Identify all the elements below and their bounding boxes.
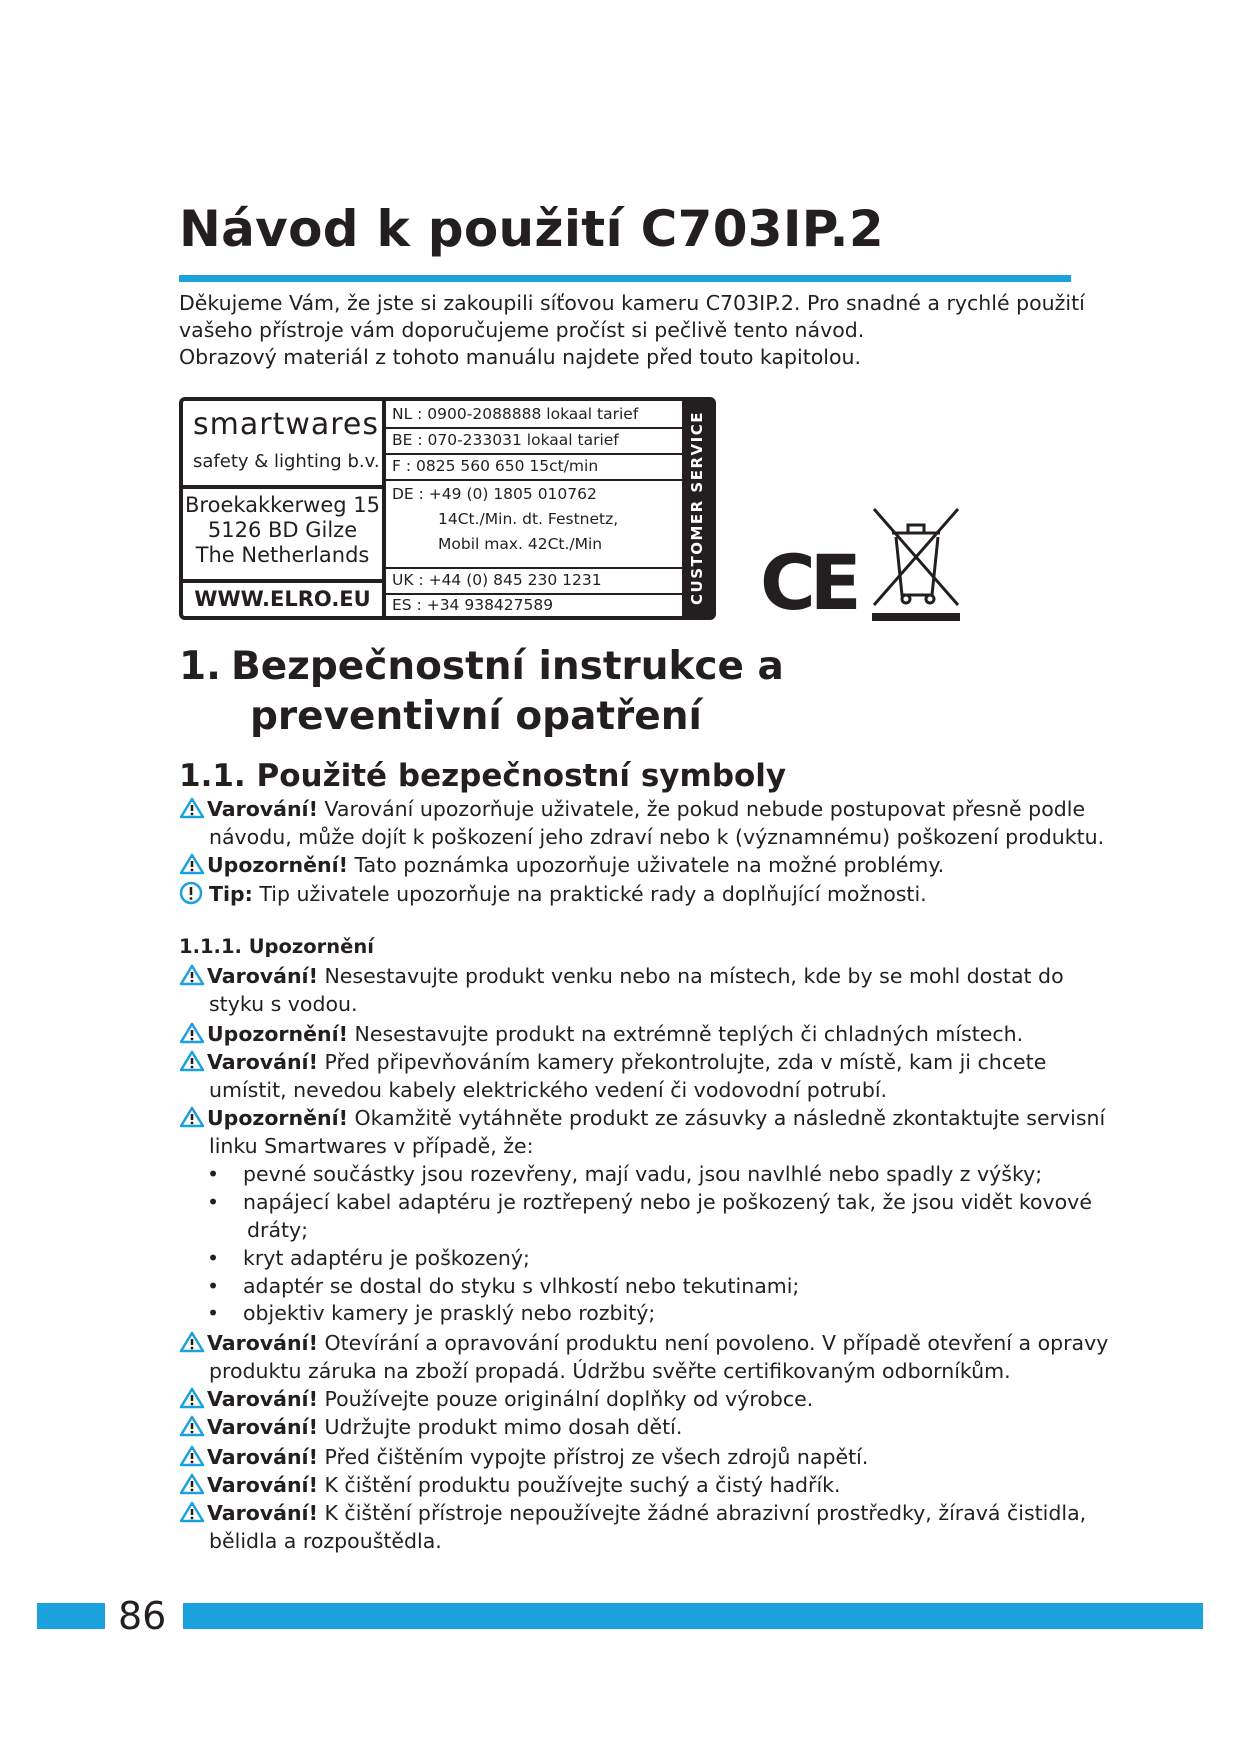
symbol-text: Varování upozorňuje uživatele, že pokud nebude postupovat přesně podle <box>317 797 1086 821</box>
phone-be: BE : 070-233031 lokaal tarief <box>392 431 619 449</box>
address-line: The Netherlands <box>195 543 370 567</box>
phone-f: F : 0825 560 650 15ct/min <box>392 457 599 475</box>
address-line: Broekakkerweg 15 <box>185 493 380 517</box>
note-label: Upozornění! <box>207 1022 348 1046</box>
label-divider <box>183 579 382 583</box>
list-item: • pevné součástky jsou rozevřeny, mají vadu, jsou navlhlé nebo spadly z výšky; <box>207 1162 1043 1186</box>
note-caution <box>179 1020 1079 1048</box>
note-text: Před čištěním vypojte přístroj ze všech zdrojů napětí. <box>317 1445 869 1469</box>
list-item-text: pevné součástky jsou rozevřeny, mají vadu, jsou navlhlé nebo spadly z výšky; <box>243 1162 1043 1186</box>
caution-triangle-icon <box>179 1022 205 1044</box>
note-warning <box>179 962 1079 1018</box>
website: WWW.ELRO.EU <box>194 587 371 611</box>
label-divider <box>382 401 386 616</box>
footer-bar-right <box>183 1603 1203 1629</box>
caution-triangle-icon <box>179 853 205 875</box>
warning-triangle-icon <box>179 1387 205 1409</box>
note-text-cont: styku s vodou. <box>209 992 358 1016</box>
list-item-text: objektiv kamery je prasklý nebo rozbitý; <box>243 1301 656 1325</box>
note-label: Varování! <box>207 1050 318 1074</box>
phone-uk: UK : +44 (0) 845 230 1231 <box>392 571 602 589</box>
note-text: K čištění přístroje nepoužívejte žádné abrazivní prostředky, žíravá čistidla, <box>317 1501 1087 1525</box>
page-title: Návod k použití C703IP.2 <box>179 200 884 258</box>
company-address <box>183 493 382 568</box>
label-row-line <box>386 567 686 569</box>
weee-crossed-bin-icon <box>870 505 962 625</box>
note-label: Upozornění! <box>207 1106 348 1130</box>
intro-paragraph <box>179 290 1085 371</box>
note-label: Varování! <box>207 1445 318 1469</box>
caution-triangle-icon <box>179 1106 205 1128</box>
label-row-line <box>386 593 686 595</box>
warning-triangle-icon <box>179 1445 205 1467</box>
list-item-text: napájecí kabel adaptéru je roztřepený nebo je poškozený tak, že jsou vidět kovové <box>243 1190 1092 1214</box>
section-1-heading <box>179 640 784 694</box>
warning-triangle-icon <box>179 1501 205 1523</box>
note-text-cont: produktu záruka na zboží propadá. Údržbu svěřte certifikovaným odborníkům. <box>209 1359 1011 1383</box>
note-text-cont: linku Smartwares v případě, že: <box>209 1134 534 1158</box>
ce-mark: CE <box>760 538 856 627</box>
brand-name: smartwares <box>193 407 380 442</box>
symbol-label: Tip: <box>209 882 253 906</box>
note-warning <box>179 1329 1109 1385</box>
symbol-text: Tato poznámka upozorňuje uživatele na možné problémy. <box>348 853 945 877</box>
warning-triangle-icon <box>179 797 205 819</box>
note-text-cont: bělidla a rozpouštědla. <box>209 1529 442 1553</box>
note-label: Varování! <box>207 1331 318 1355</box>
section-1-heading-cont: preventivní opatření <box>250 694 702 739</box>
symbol-caution <box>179 851 1079 879</box>
note-warning <box>179 1385 1079 1413</box>
label-row-line <box>386 479 686 481</box>
page-number: 86 <box>118 1594 167 1638</box>
tip-info-icon <box>179 881 205 905</box>
note-text: Nesestavujte produkt venku nebo na místech, kde by se mohl dostat do <box>317 964 1064 988</box>
intro-line: Obrazový materiál z tohoto manuálu najdete před touto kapitolou. <box>179 345 862 369</box>
note-text: Udržujte produkt mimo dosah dětí. <box>317 1415 683 1439</box>
section-1-1-heading: 1.1. Použité bezpečnostní symboly <box>179 758 787 794</box>
phone-de: DE : +49 (0) 1805 010762 <box>392 485 597 503</box>
note-label: Varování! <box>207 1415 318 1439</box>
symbol-label: Varování! <box>207 797 318 821</box>
customer-service-label <box>179 397 716 620</box>
warning-triangle-icon <box>179 1050 205 1072</box>
note-warning <box>179 1443 1079 1471</box>
note-text: K čištění produktu používejte suchý a čistý hadřík. <box>317 1473 841 1497</box>
note-warning <box>179 1471 1079 1499</box>
section-1-1-1-heading: 1.1.1. Upozornění <box>179 935 374 958</box>
symbol-tip <box>179 880 1079 908</box>
list-item: • objektiv kamery je prasklý nebo rozbitý; <box>207 1301 656 1325</box>
note-label: Varování! <box>207 1473 318 1497</box>
symbol-text: Tip uživatele upozorňuje na praktické rady a doplňující možnosti. <box>252 882 927 906</box>
list-item-text: adaptér se dostal do styku s vlhkostí nebo tekutinami; <box>243 1274 800 1298</box>
note-warning <box>179 1413 1079 1441</box>
phone-de-note: Mobil max. 42Ct./Min <box>438 535 603 553</box>
intro-line: Děkujeme Vám, že jste si zakoupili síťovou kameru C703IP.2. Pro snadné a rychlé použití <box>179 291 1085 315</box>
note-label: Varování! <box>207 1501 318 1525</box>
note-text: Nesestavujte produkt na extrémně teplých či chladných místech. <box>348 1022 1024 1046</box>
warning-triangle-icon <box>179 1473 205 1495</box>
list-item-text-cont: dráty; <box>247 1218 309 1242</box>
section-title: Bezpečnostní instrukce a <box>231 644 784 689</box>
list-item-text: kryt adaptéru je poškozený; <box>243 1246 530 1270</box>
note-caution <box>179 1104 1106 1160</box>
note-label: Varování! <box>207 964 318 988</box>
note-text-cont: umístit, nevedou kabely elektrického vedení či vodovodní potrubí. <box>209 1078 888 1102</box>
phone-es: ES : +34 938427589 <box>392 596 554 614</box>
label-row-line <box>386 427 686 429</box>
phone-de-note: 14Ct./Min. dt. Festnetz, <box>438 510 619 528</box>
list-item: • napájecí kabel adaptéru je roztřepený nebo je poškozený tak, že jsou vidět kovové <box>207 1190 1092 1214</box>
phone-nl: NL : 0900-2088888 lokaal tarief <box>392 405 639 423</box>
symbol-warning <box>179 795 1105 851</box>
list-item: • kryt adaptéru je poškozený; <box>207 1246 530 1270</box>
label-divider <box>183 485 382 489</box>
customer-service-text: CUSTOMER SERVICE <box>688 411 706 606</box>
note-label: Varování! <box>207 1387 318 1411</box>
intro-line: vašeho přístroje vám doporučujeme pročíst si pečlivě tento návod. <box>179 318 865 342</box>
list-item: • adaptér se dostal do styku s vlhkostí nebo tekutinami; <box>207 1274 800 1298</box>
symbol-label: Upozornění! <box>207 853 348 877</box>
symbol-text-cont: návodu, může dojít k poškození jeho zdraví nebo k (významnému) poškození produktu. <box>209 825 1105 849</box>
note-warning <box>179 1048 1079 1104</box>
brand-subtitle: safety & lighting b.v. <box>193 451 380 472</box>
warning-triangle-icon <box>179 1331 205 1353</box>
note-text: Používejte pouze originální doplňky od výrobce. <box>317 1387 814 1411</box>
label-row-line <box>386 453 686 455</box>
note-text: Okamžitě vytáhněte produkt ze zásuvky a následně zkontaktujte servisní <box>348 1106 1106 1130</box>
warning-triangle-icon <box>179 1415 205 1437</box>
note-text: Otevírání a opravování produktu není povoleno. V případě otevření a opravy <box>317 1331 1109 1355</box>
warning-triangle-icon <box>179 964 205 986</box>
note-warning <box>179 1499 1087 1555</box>
footer-bar-left <box>37 1603 105 1629</box>
address-line: 5126 BD Gilze <box>207 518 358 542</box>
section-number: 1. <box>179 644 221 689</box>
title-rule <box>179 275 1071 282</box>
note-text: Před připevňováním kamery překontrolujte, zda v místě, kam ji chcete <box>317 1050 1047 1074</box>
